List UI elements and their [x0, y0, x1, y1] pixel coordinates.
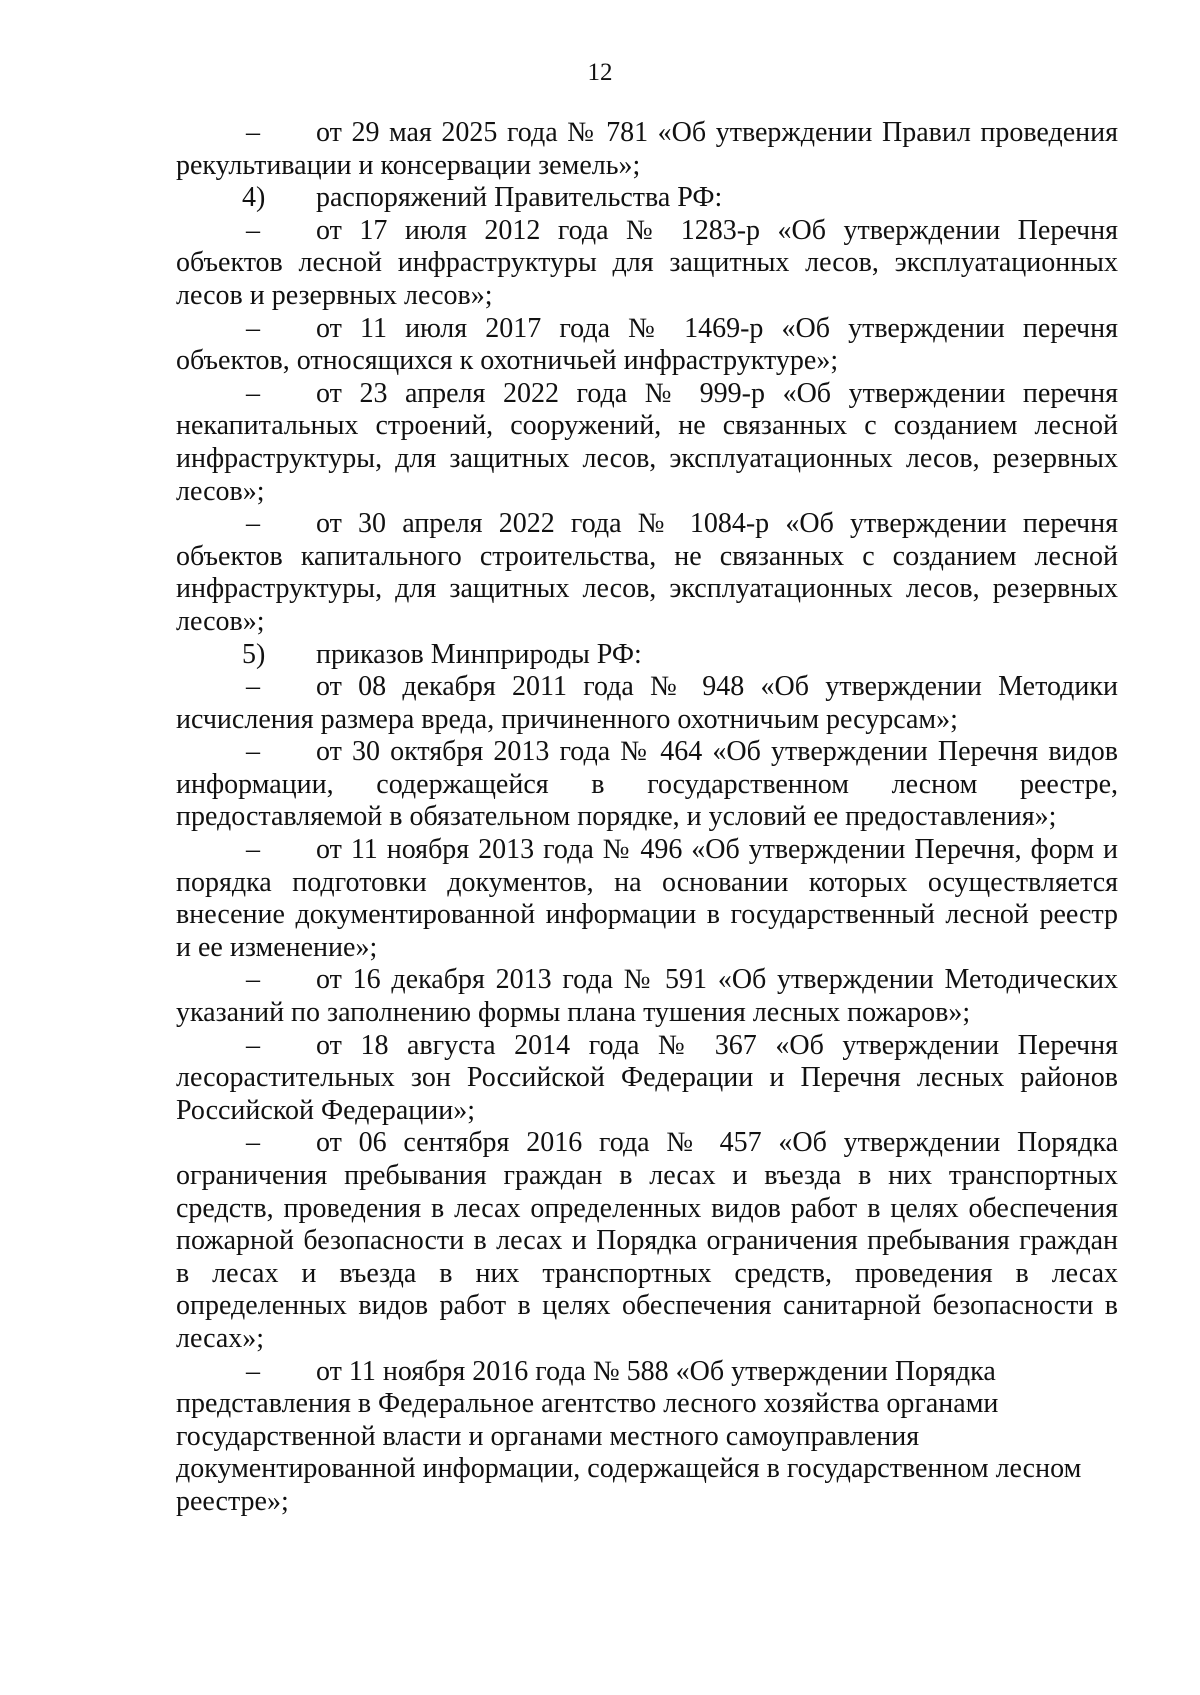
list-item-text: от 18 августа 2014 года № 367 «Об утверждении Перечня лесорастительных зон Российской Федерации и Перечня лесных районов Российской Федерации»;	[176, 1029, 1118, 1126]
list-item-text: от 16 декабря 2013 года № 591 «Об утверждении Методических указаний по заполнению формы плана тушения лесных пожаров»;	[176, 964, 1118, 1029]
list-marker: 5)	[242, 638, 266, 670]
list-item-text: от 06 сентября 2016 года № 457 «Об утверждении Порядка ограничения пребывания граждан в лесах и въезда в них транспортных средств, проведения в лесах определенных видов работ в целях обеспечения пожарной безопасности в лесах и Порядка ограничения пребывания граждан в лесах и въезда в них транспортных средств, проведения в лесах определенных видов работ в целях обеспечения санитарной безопасности в лесах»;	[176, 1127, 1118, 1354]
list-marker: –	[246, 834, 260, 866]
list-marker: –	[246, 377, 260, 409]
list-marker: 4)	[242, 182, 266, 214]
document-body	[176, 117, 1118, 1519]
list-marker: –	[246, 214, 260, 246]
list-item-text: от 29 мая 2025 года № 781 «Об утверждении Правил проведения рекультивации и консервации земель»;	[176, 117, 1118, 181]
list-item	[176, 1356, 1118, 1519]
list-marker: –	[246, 1127, 260, 1159]
list-item	[176, 117, 1118, 182]
list-item-text: от 30 октября 2013 года № 464 «Об утверждении Перечня видов информации, содержащейся в государственном лесном реестре, предоставляемой в обязательном порядке, и условий ее предоставления»;	[176, 736, 1118, 833]
list-item	[176, 508, 1118, 638]
list-marker: –	[246, 1029, 260, 1061]
list-item	[176, 1127, 1118, 1355]
list-item-text: от 11 ноября 2013 года № 496 «Об утверждении Перечня, форм и порядка подготовки документов, на основании которых осуществляется внесение документированной информации в государственный лесной реестр и ее изменение»;	[176, 834, 1118, 963]
list-marker: –	[246, 671, 260, 703]
list-marker: –	[246, 1355, 260, 1387]
list-item	[176, 736, 1118, 834]
list-item	[176, 671, 1118, 736]
list-item	[176, 215, 1118, 313]
list-item-text: от 11 июля 2017 года № 1469-р «Об утверждении перечня объектов, относящихся к охотничьей инфраструктуре»;	[176, 312, 1118, 377]
section-heading	[176, 182, 1118, 215]
list-item	[176, 313, 1118, 378]
list-item	[176, 834, 1118, 964]
section-heading	[176, 639, 1118, 672]
page-number: 12	[587, 59, 613, 86]
list-item-text: от 30 апреля 2022 года № 1084-р «Об утверждении перечня объектов капитального строительства, не связанных с созданием лесной инфраструктуры, для защитных лесов, эксплуатационных лесов, резервных лесов»;	[176, 508, 1118, 637]
list-marker: –	[246, 736, 260, 768]
list-marker: –	[246, 117, 260, 148]
list-item	[176, 1030, 1118, 1128]
list-item-text: от 17 июля 2012 года № 1283-р «Об утверждении Перечня объектов лесной инфраструктуры для защитных лесов, эксплуатационных лесов и резервных лесов»;	[176, 214, 1118, 311]
list-item-text: от 08 декабря 2011 года № 948 «Об утверждении Методики исчисления размера вреда, причиненного охотничьим ресурсам»;	[176, 671, 1118, 735]
list-marker: –	[246, 508, 260, 540]
list-marker: –	[246, 964, 260, 996]
section-heading-text: распоряжений Правительства РФ:	[316, 182, 723, 214]
list-item-text: от 11 ноября 2016 года № 588 «Об утверждении Порядка представления в Федеральное агентство лесного хозяйства органами государственной власти и органами местного самоуправления документированной информации, содержащейся в государственном лесном реестре»;	[176, 1355, 1082, 1517]
list-item-text: от 23 апреля 2022 года № 999-р «Об утверждении перечня некапитальных строений, сооружений, не связанных с созданием лесной инфраструктуры, для защитных лесов, эксплуатационных лесов, резервных лесов»;	[176, 377, 1118, 507]
list-item	[176, 378, 1118, 508]
section-heading-text: приказов Минприроды РФ:	[316, 638, 642, 670]
list-item	[176, 964, 1118, 1029]
list-marker: –	[246, 312, 260, 344]
